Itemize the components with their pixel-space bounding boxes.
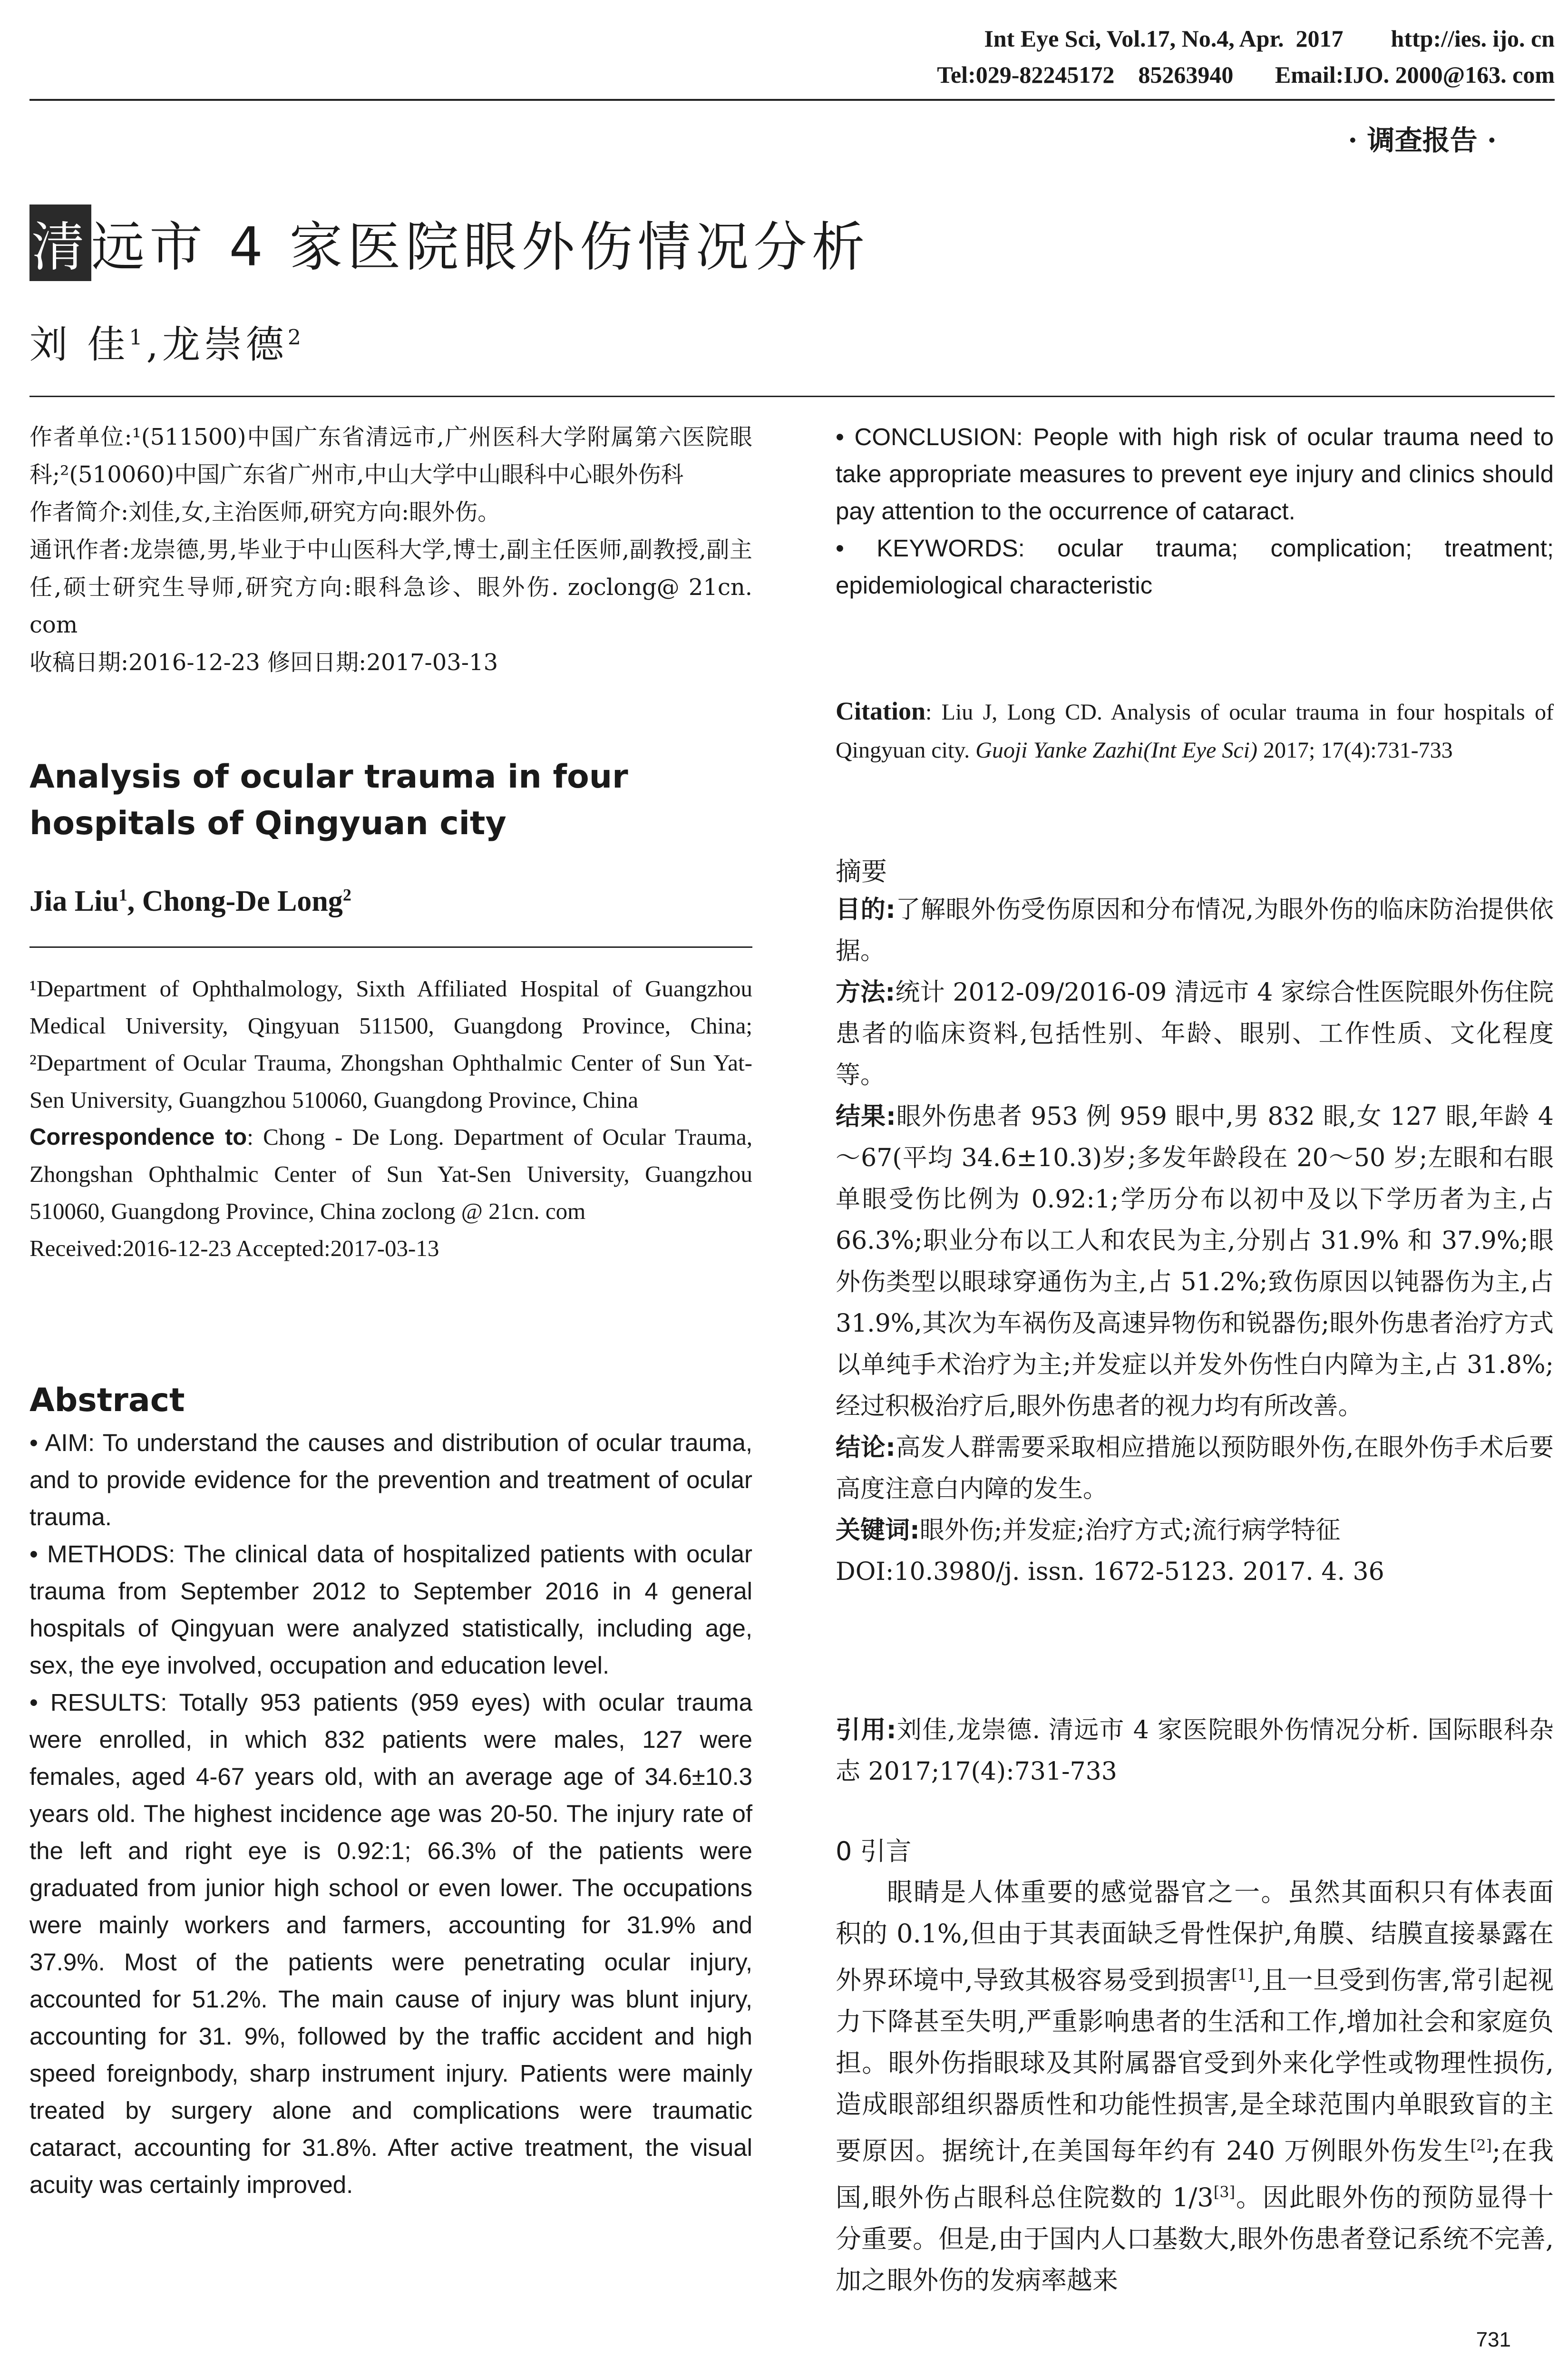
cn-citation-label: 引用: — [836, 1716, 896, 1744]
title-rule — [29, 396, 1555, 397]
received-accepted: Received:2016-12-23 Accepted:2017-03-13 — [29, 1235, 439, 1261]
en-author-1: Jia Liu — [29, 885, 119, 917]
cn-results-text: 眼外伤患者 953 例 959 眼中,男 832 眼,女 127 眼,年龄 4～67(平均 34.6±10.3)岁;多发年龄段在 20～50 岁;左眼和右眼单眼受伤比例为 0.92:1;学历分布以初中及以下学历者为主,占66.3%;职业分布以工人和农民为主,分别占 31.9% 和 37.9%;眼外伤类型以眼球穿通伤为主,占 51.2%;致伤原因以钝器伤为主,占 31.9%,其次为车祸伤及高速异物伤和锐器伤;眼外伤患者治疗方式以单纯手术治疗为主;并发症以并发外伤性白内障为主,占 31.8%;经过积极治疗后,眼外伤患者的视力均有所改善。 — [836, 1102, 1554, 1421]
author-unit: 作者单位:¹(511500)中国广东省清远市,广州医科大学附属第六医院眼科;²(510060)中国广东省广州市,中山大学中山眼科中心眼外伤科 — [29, 424, 752, 488]
abstract-conclusion: • CONCLUSION: People with high risk of ocular trauma need to take appropriate measures to prevent eye injury and clinics should pay attention to the occurrence of cataract. — [836, 423, 1554, 525]
cn-keywords — [836, 1510, 1554, 1551]
english-authors — [29, 885, 752, 918]
citation-label: Citation — [836, 697, 925, 725]
journal-header-line2: Tel:029-82245172 85263940 Email:IJO. 2000@163. com — [937, 61, 1555, 88]
intro-text-3: ;在我国,眼外伤占眼科总住院数的 1/3 — [836, 2136, 1554, 2212]
ref-1[interactable]: [1] — [1231, 1966, 1253, 1984]
intro-heading: 0 引言 — [836, 1836, 912, 1866]
affiliations-block — [29, 970, 752, 1267]
cn-results-label: 结果: — [836, 1102, 896, 1131]
affil-rule — [29, 946, 752, 948]
section-tag: · 调查报告 · — [1348, 124, 1497, 156]
abstract-results: • RESULTS: Totally 953 patients (959 eyes) with ocular trauma were enrolled, in which 832 patients were males, 127 were females, aged 4-67 years old, with an average age of 34.6±10.3 years old. The highest incidence age was 20-50. The injury rate of the left and right eye is 0.92:1; 66.3% of the patients were graduated from junior high school or even lower. The occupations were mainly workers and farmers, accounting for 31.9% and 37.9%. Most of the patients were penetrating ocular injury, accounted for 51.2%. The main cause of injury was blunt injury, accounting for 31. 9%, followed by the traffic accident and high speed foreignbody, sharp instrument injury. Patients were mainly treated by surgery alone and complications were traumatic cataract, accounting for 31.8%. After active treatment, the visual acuity was certainly improved. — [29, 1689, 752, 2198]
intro-text-1: 眼睛是人体重要的感觉器官之一。虽然其面积只有体表面积的 0.1%,但由于其表面缺乏骨性保护,角膜、结膜直接暴露在外界环境中,导致其极容易受到损害 — [836, 1877, 1554, 1995]
en-author-2-sup: 2 — [342, 885, 351, 905]
author-1-sup: 1 — [129, 325, 146, 350]
correspondence — [29, 1119, 752, 1230]
affiliations-text: ¹Department of Ophthalmology, Sixth Affiliated Hospital of Guangzhou Medical University, Qingyuan 511500, Guangdong Province, China; ²Department of Ocular Trauma, Zhongshan Ophthalmic Center of Sun Yat-Sen University, Guangzhou 510060, Guangdong Province, China — [29, 975, 752, 1113]
journal-header-line1: Int Eye Sci, Vol.17, No.4, Apr. 2017 http://ies. ijo. cn — [984, 25, 1555, 52]
en-author-1-sup: 1 — [118, 885, 127, 905]
cn-doi: DOI:10.3980/j. issn. 1672-5123. 2017. 4. 36 — [836, 1558, 1384, 1586]
cn-abstract-heading: 摘要 — [836, 857, 887, 887]
cn-abstract-body — [836, 889, 1554, 1593]
title-rest: 远市 4 家医院眼外伤情况分析 — [91, 216, 870, 278]
intro-text-4: 。因此眼外伤的预防显得十分重要。但是,由于国内人口基数大,眼外伤患者登记系统不完善,加之眼外伤的发病率越来 — [836, 2182, 1554, 2295]
citation-text: : Liu J, Long CD. Analysis of ocular trauma in four hospitals of Qingyuan city. — [836, 700, 1554, 763]
ref-3[interactable]: [3] — [1213, 2183, 1236, 2201]
page-number: 731 — [1476, 2328, 1511, 2351]
cn-keywords-text: 眼外伤;并发症;治疗方式;流行病学特征 — [919, 1516, 1341, 1545]
abstract-keywords: • KEYWORDS: ocular trauma; complication; treatment; epidemiological characteristic — [836, 535, 1554, 599]
citation-journal: Guoji Yanke Zazhi(Int Eye Sci) — [975, 738, 1257, 763]
citation-tail: 2017; 17(4):731-733 — [1257, 738, 1453, 763]
ref-2[interactable]: [2] — [1470, 2136, 1492, 2154]
intro-paragraph — [836, 1871, 1554, 2301]
english-title: Analysis of ocular trauma in four hospitals of Qingyuan city — [29, 758, 628, 842]
cn-methods — [836, 972, 1554, 1096]
en-author-2: , Chong-De Long — [127, 885, 343, 917]
corresponding-author: 通讯作者:龙崇德,男,毕业于中山医科大学,博士,副主任医师,副教授,副主任,硕士研究生导师,研究方向:眼科急诊、眼外伤. zoclong@ 21cn. com — [29, 536, 752, 638]
cn-aim-text: 了解眼外伤受伤原因和分布情况,为眼外伤的临床防治提供依据。 — [836, 896, 1554, 965]
author-bio: 作者简介:刘佳,女,主治医师,研究方向:眼外伤。 — [29, 499, 501, 526]
cn-conclusion — [836, 1427, 1554, 1510]
header-rule — [29, 99, 1555, 101]
correspondence-text: : Chong - De Long. Department of Ocular Trauma, Zhongshan Ophthalmic Center of Sun Yat-Sen University, Guangzhou 510060, Guangdong Province, China zoclong @ 21cn. com — [29, 1124, 753, 1224]
citation-en — [836, 692, 1554, 770]
intro-text-2: ,且一旦受到伤害,常引起视力下降甚至失明,严重影响患者的生活和工作,增加社会和家庭负担。眼外伤指眼球及其附属器官受到外来化学性或物理性损伤,造成眼部组织器质性和功能性损害,是全球范围内单眼致盲的主要原因。据统计,在美国每年约有 240 万例眼外伤发生 — [836, 1965, 1554, 2166]
cn-aim-label: 目的: — [836, 896, 896, 924]
author-info-block — [29, 419, 752, 682]
cn-conclusion-text: 高发人群需要采取相应措施以预防眼外伤,在眼外伤手术后要高度注意白内障的发生。 — [836, 1433, 1554, 1503]
cn-methods-text: 统计 2012-09/2016-09 清远市 4 家综合性医院眼外伤住院患者的临床资料,包括性别、年龄、眼别、工作性质、文化程度等。 — [836, 978, 1554, 1090]
cn-keywords-label: 关键词: — [836, 1516, 920, 1545]
cn-aim — [836, 889, 1554, 972]
abstract-methods: • METHODS: The clinical data of hospitalized patients with ocular trauma from September 2012 to September 2016 in 4 general hospitals of Qingyuan were analyzed statistically, including age, sex, the eye involved, occupation and education level. — [29, 1540, 752, 1679]
author-1: 刘 佳 — [29, 322, 129, 367]
author-2: ,龙崇德 — [146, 322, 288, 367]
abstract-body-right — [836, 419, 1554, 604]
correspondence-label: Correspondence to — [29, 1124, 247, 1150]
author-2-sup: 2 — [287, 325, 305, 350]
received-dates-cn: 收稿日期:2016-12-23 修回日期:2017-03-13 — [29, 649, 498, 676]
authors-cn — [29, 314, 305, 369]
cn-citation — [836, 1710, 1554, 1792]
abstract-heading: Abstract — [29, 1382, 185, 1419]
cn-results — [836, 1096, 1554, 1427]
article-title — [29, 205, 869, 281]
cn-citation-text: 刘佳,龙崇德. 清远市 4 家医院眼外伤情况分析. 国际眼科杂志 2017;17(4):731-733 — [836, 1716, 1554, 1786]
abstract-aim: • AIM: To understand the causes and distribution of ocular trauma, and to provide evidence for the prevention and treatment of ocular trauma. — [29, 1429, 752, 1530]
cn-conclusion-label: 结论: — [836, 1433, 896, 1462]
abstract-body-left — [29, 1424, 752, 2203]
title-first-char: 清 — [29, 205, 91, 281]
cn-methods-label: 方法: — [836, 978, 896, 1007]
